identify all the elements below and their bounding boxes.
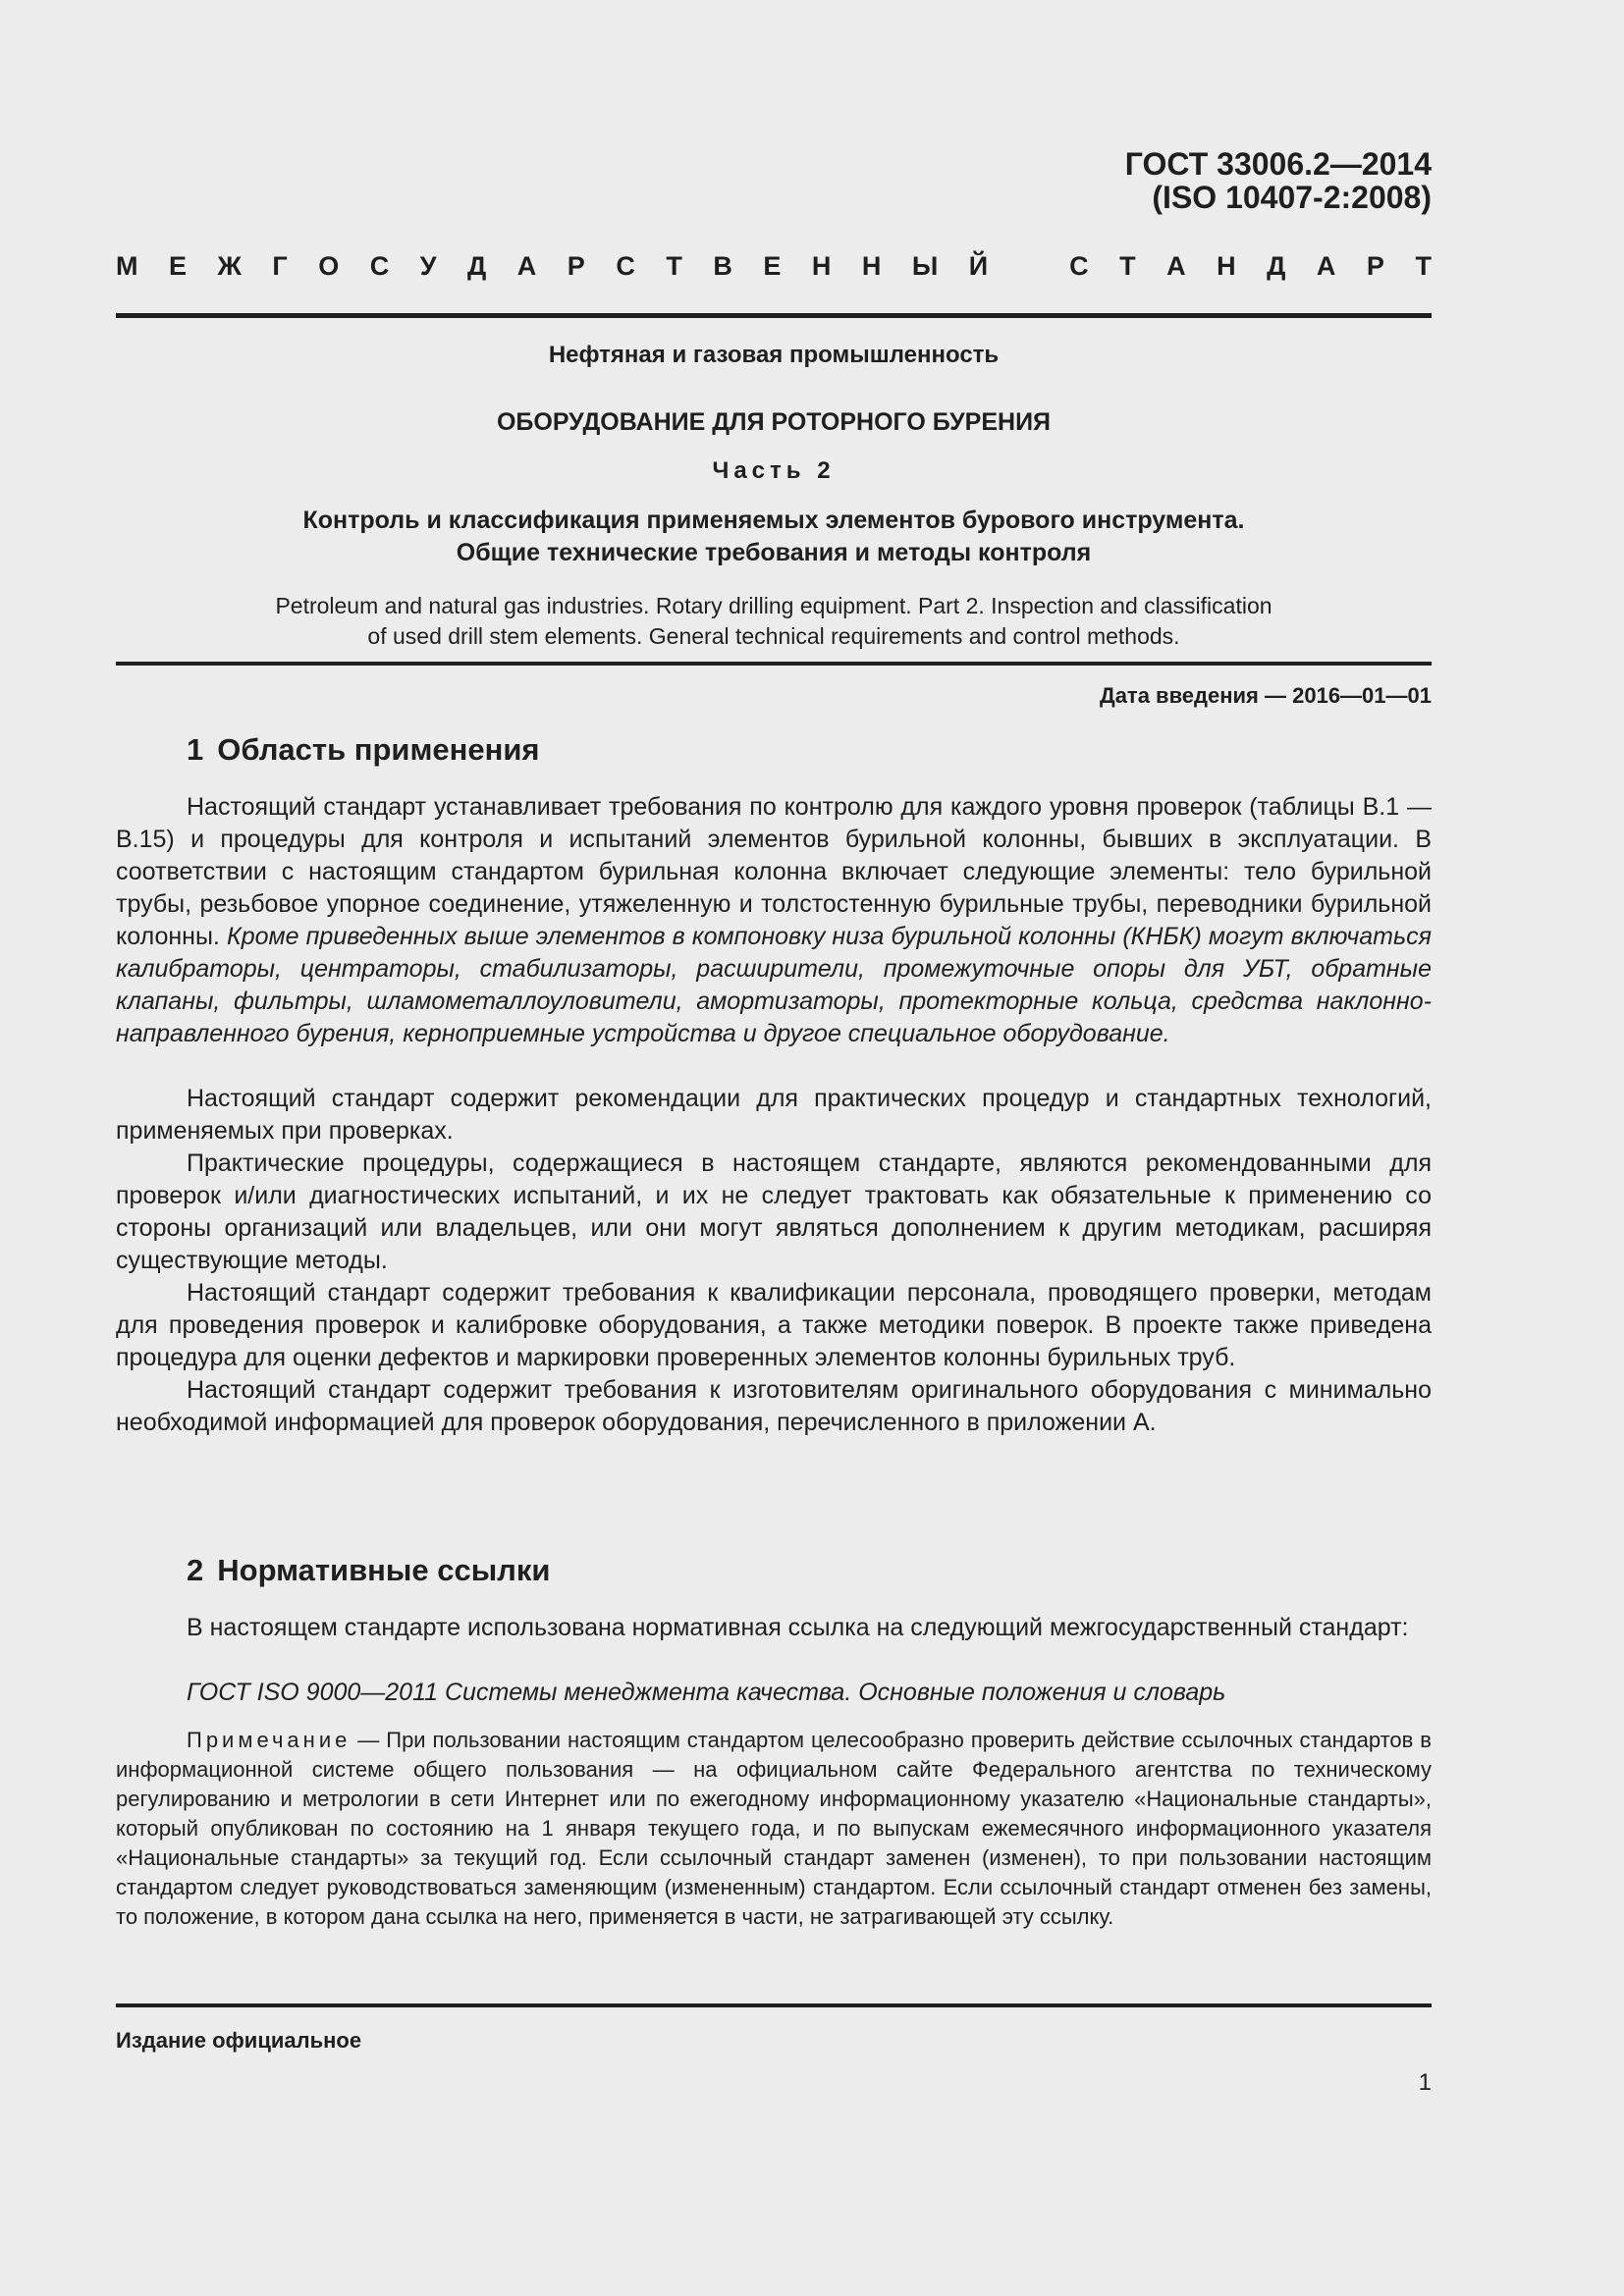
interstate-letter: Е xyxy=(169,251,188,281)
section-1-paragraph-3: Практические процедуры, содержащиеся в настоящем стандарте, являются рекомендованными для проверок и/или диагностических испытаний, и их не следует трактовать как обязательные к применению со стороны организаций или владельцев, или они могут являться дополнением к другим методикам, расширяя существующие методы. xyxy=(116,1149,1432,1274)
scope-italic-text: Кроме приведенных выше элементов в компоновку низа бурильной колонны (КНБК) могут включаться калибраторы, центраторы, стабилизаторы, расширители, промежуточные опоры для УБТ, обратные клапаны, фильтры, шламометаллоуловители, амортизаторы, протекторные кольца, средства наклонно-направленного бурения, кернoприемные устройства и другое специальное оборудование. xyxy=(116,923,1432,1047)
subtitle-line-2: Общие технические требования и методы контроля xyxy=(456,539,1092,566)
page-number: 1 xyxy=(1418,2069,1432,2096)
note-text: — При пользовании настоящим стандартом целесообразно проверить действие ссылочных стандартов в информационной системе общего пользования — на официальном сайте Федерального агентства по техническому регулированию и метрологии в сети Интернет или по ежегодному информационному указателю «Национальные стандарты», который опубликован по состоянию на 1 января текущего года, и по выпускам ежемесячного информационного указателя «Национальные стандарты» за текущий год. Если ссылочный стандарт заменен (изменен), то при пользовании настоящим стандартом следует руководствоваться заменяющим (измененным) стандартом. Если ссылочный стандарт отменен без замены, то положение, в котором дана ссылка на него, применяется в части, не затрагивающей эту ссылку. xyxy=(116,1728,1432,1929)
interstate-letter: Е xyxy=(763,251,782,281)
interstate-letter: Р xyxy=(1366,251,1384,281)
footer-rule xyxy=(116,2003,1432,2007)
document-page xyxy=(116,0,1432,2296)
english-title-line-2: of used drill stem elements. General technical requirements and control methods. xyxy=(367,623,1180,649)
interstate-letter: Г xyxy=(272,251,288,281)
industry-title: Нефтяная и газовая промышленность xyxy=(548,342,1000,368)
interstate-letter: С xyxy=(369,251,390,281)
interstate-letter: А xyxy=(516,251,537,281)
normative-reference: ГОСТ ISO 9000—2011 Системы менеджмента качества. Основные положения и словарь xyxy=(187,1679,1226,1706)
section-1-paragraph-1 xyxy=(116,791,1432,1050)
section-2-heading xyxy=(187,1553,550,1588)
section-2-paragraph-1: В настоящем стандарте использована нормативная ссылка на следующий межгосударственный стандарт: xyxy=(187,1614,1409,1641)
interstate-letter: Н xyxy=(1217,251,1236,281)
english-title xyxy=(116,591,1432,652)
official-edition-label: Издание официальное xyxy=(116,2028,362,2053)
introduction-date: Дата введения — 2016—01—01 xyxy=(1100,683,1432,708)
section-2-title: Нормативные ссылки xyxy=(217,1553,551,1587)
interstate-letter: Т xyxy=(1119,251,1136,281)
section-1-paragraph-4: Настоящий стандарт содержит требования к квалификации персонала, проводящего проверки, методам для проведения проверок и калибровке оборудования, а также методики поверок. В проекте также приведена процедура для оценки дефектов и маркировки проверенных элементов колонны бурильных труб. xyxy=(116,1279,1432,1371)
section-2-number: 2 xyxy=(187,1553,204,1587)
interstate-letter: Д xyxy=(1267,251,1286,281)
english-title-line-1: Petroleum and natural gas industries. Rotary drilling equipment. Part 2. Inspection and classification xyxy=(275,593,1272,618)
standard-designation xyxy=(1125,147,1432,214)
title-rule xyxy=(116,662,1432,666)
interstate-standard-heading xyxy=(116,251,1432,282)
section-1-number: 1 xyxy=(187,732,204,767)
interstate-letter: С xyxy=(1069,251,1089,281)
header-rule xyxy=(116,313,1432,318)
section-1-body xyxy=(116,791,1432,1439)
interstate-letter: Т xyxy=(1415,251,1432,281)
interstate-letter: Н xyxy=(861,251,882,281)
interstate-letter: С xyxy=(616,251,635,281)
subtitle-line-1: Контроль и классификация применяемых элементов бурового инструмента. xyxy=(302,507,1245,534)
interstate-word-gap xyxy=(1019,251,1039,282)
interstate-letter: Ж xyxy=(217,251,242,281)
note-label: Примечание xyxy=(187,1728,352,1752)
interstate-letter: Й xyxy=(968,251,989,281)
part-title: Часть 2 xyxy=(712,457,836,484)
interstate-letter: У xyxy=(419,251,437,281)
interstate-letter: Р xyxy=(567,251,585,281)
designation-iso: (ISO 10407-2:2008) xyxy=(1152,180,1432,215)
section-1-title: Область применения xyxy=(217,732,540,767)
interstate-letter: Д xyxy=(467,251,487,281)
scope-regular-text: Настоящий стандарт устанавливает требования по контролю для каждого уровня проверок (таблицы B.1 — B.15) и процедуры для контроля и испытаний элементов бурильной колонны, бывших в эксплуатации. В соответствии с настоящим стандартом бурильная колонна включает следующие элементы: тело бурильной трубы, резьбовое упорное соединение, утяжеленную и толстостенную бурильные трубы, переводники бурильной колонны. xyxy=(116,793,1432,950)
designation-gost: ГОСТ 33006.2—2014 xyxy=(1124,146,1432,182)
section-1-paragraph-2: Настоящий стандарт содержит рекомендации для практических процедур и стандартных технологий, применяемых при проверках. xyxy=(116,1085,1432,1145)
section-1-heading xyxy=(187,732,540,768)
interstate-letter: А xyxy=(1316,251,1336,281)
note-block xyxy=(116,1726,1432,1932)
interstate-letter: Ы xyxy=(911,251,939,281)
interstate-letter: В xyxy=(713,251,732,281)
main-title: ОБОРУДОВАНИЕ ДЛЯ РОТОРНОГО БУРЕНИЯ xyxy=(496,408,1052,436)
interstate-letter: О xyxy=(318,251,340,281)
section-1-paragraph-5: Настоящий стандарт содержит требования к изготовителям оригинального оборудования с минимально необходимой информацией для проверок оборудования, перечисленного в приложении А. xyxy=(116,1376,1432,1436)
interstate-letter: Т xyxy=(666,251,682,281)
interstate-letter: Н xyxy=(811,251,832,281)
section-2-body xyxy=(116,1612,1432,1644)
subtitle xyxy=(116,505,1432,569)
interstate-letter: М xyxy=(116,251,138,281)
note-paragraph xyxy=(116,1726,1432,1932)
interstate-letter: А xyxy=(1166,251,1186,281)
